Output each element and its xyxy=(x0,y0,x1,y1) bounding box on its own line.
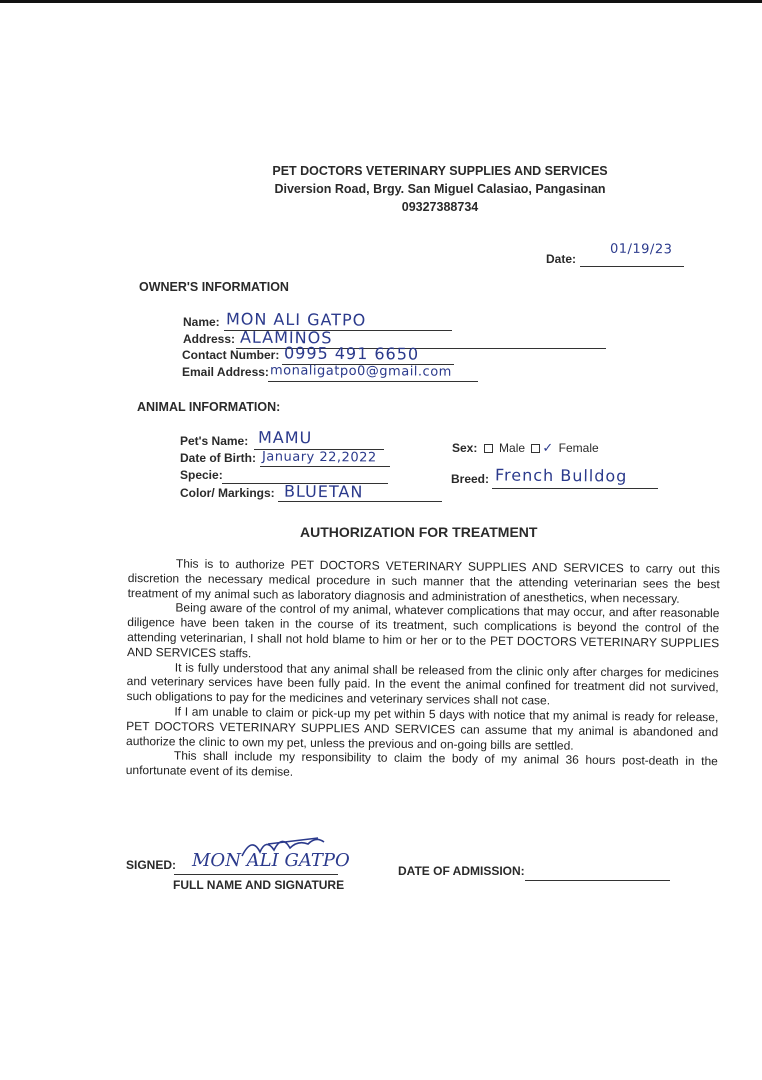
breed-label: Breed: xyxy=(451,472,490,486)
owner-address-label: Address: xyxy=(183,332,236,346)
authorization-paragraph-4: If I am unable to claim or pick-up my pet within 5 days with notice that my animal is ready for release, PET DOCTORS VETERINARY SUPPLIES AND SERVICES can assume that my animal is abandoned and authorize the clinic to own my pet, unless the previous and on-going bills are settled. xyxy=(125,704,719,753)
letterhead xyxy=(180,162,700,216)
female-option-label: Female xyxy=(558,441,599,455)
color-value: BLUETAN xyxy=(283,481,364,502)
company-address: Diversion Road, Brgy. San Miguel Calasiao, Pangasinan xyxy=(274,182,606,196)
authorization-paragraph-5: This shall include my responsibility to claim the body of my animal 36 hours post-death in the unfortunate event of its demise. xyxy=(125,748,718,779)
owner-address-value: ALAMINOS xyxy=(239,327,333,348)
dob-label: Date of Birth: xyxy=(180,451,256,465)
authorization-paragraph-1: This is to authorize PET DOCTORS VETERINARY SUPPLIES AND SERVICES to carry out this discretion the necessary medical procedure in such manner that the attending veterinarian sees the best treatment of my animal such as laboratory diagnosis and administration of anesthetics, when necessary. xyxy=(127,556,720,606)
sex-field xyxy=(452,440,599,456)
owner-contact-label: Contact Number: xyxy=(182,348,280,362)
scan-edge xyxy=(0,0,762,3)
breed-value: French Bulldog xyxy=(494,465,628,486)
owner-name-value: MON ALI GATPO xyxy=(225,309,367,330)
pet-name-label: Pet's Name: xyxy=(180,434,249,448)
signature-caption: FULL NAME AND SIGNATURE xyxy=(173,878,345,892)
date-label: Date: xyxy=(546,252,577,266)
owner-name-label: Name: xyxy=(183,315,220,329)
checkmark-icon: ✓ xyxy=(542,440,554,455)
male-option-label: Male xyxy=(499,441,526,455)
owner-section-title: OWNER'S INFORMATION xyxy=(139,280,289,294)
dob-line xyxy=(260,466,390,467)
authorization-title: AUTHORIZATION FOR TREATMENT xyxy=(300,524,538,540)
authorization-paragraph-3: It is fully understood that any animal shall be released from the clinic only after charges for medicines and veterinary services have been fully paid. In the event the animal confined for treatment did not survived, such obligations to pay for the medicines and veterinary services shall not case. xyxy=(126,660,719,708)
admission-label: DATE OF ADMISSION: xyxy=(398,864,525,878)
animal-section-title: ANIMAL INFORMATION: xyxy=(137,400,281,414)
authorization-paragraph-2: Being aware of the control of my animal, whatever complications that may occur, and after reasonable diligence have been taken in the course of its treatment, such complications is beyond the control of the attending veterinarian, I shall not hold blame to him or her or to the PET DOCTORS VETERINARY SUPPLIES AND SERVICES staffs. xyxy=(126,600,720,661)
signature-scribble xyxy=(238,832,328,862)
company-name: PET DOCTORS VETERINARY SUPPLIES AND SERVICES xyxy=(272,164,608,178)
date-value: 01/19/23 xyxy=(609,241,673,258)
breed-line xyxy=(492,488,658,489)
specie-label: Specie: xyxy=(180,468,223,482)
company-phone: 09327388734 xyxy=(401,200,479,214)
pet-name-value: MAMU xyxy=(257,427,313,448)
signature-line xyxy=(174,874,338,875)
color-label: Color/ Markings: xyxy=(180,486,275,500)
owner-email-value: monaligatpo0@gmail.com xyxy=(269,363,452,380)
owner-email-line xyxy=(268,381,478,382)
female-checkbox xyxy=(531,444,540,453)
owner-email-label: Email Address: xyxy=(182,365,269,379)
male-checkbox xyxy=(484,444,493,453)
dob-value: January 22,2022 xyxy=(261,449,377,466)
sex-label: Sex: xyxy=(452,441,478,455)
date-line xyxy=(580,266,684,267)
signed-label: SIGNED: xyxy=(126,858,177,872)
admission-line xyxy=(525,880,670,881)
owner-contact-value: 0995 491 6650 xyxy=(283,343,420,364)
authorization-body xyxy=(126,556,720,784)
signed-value: MON ALI GATPO xyxy=(192,850,350,871)
